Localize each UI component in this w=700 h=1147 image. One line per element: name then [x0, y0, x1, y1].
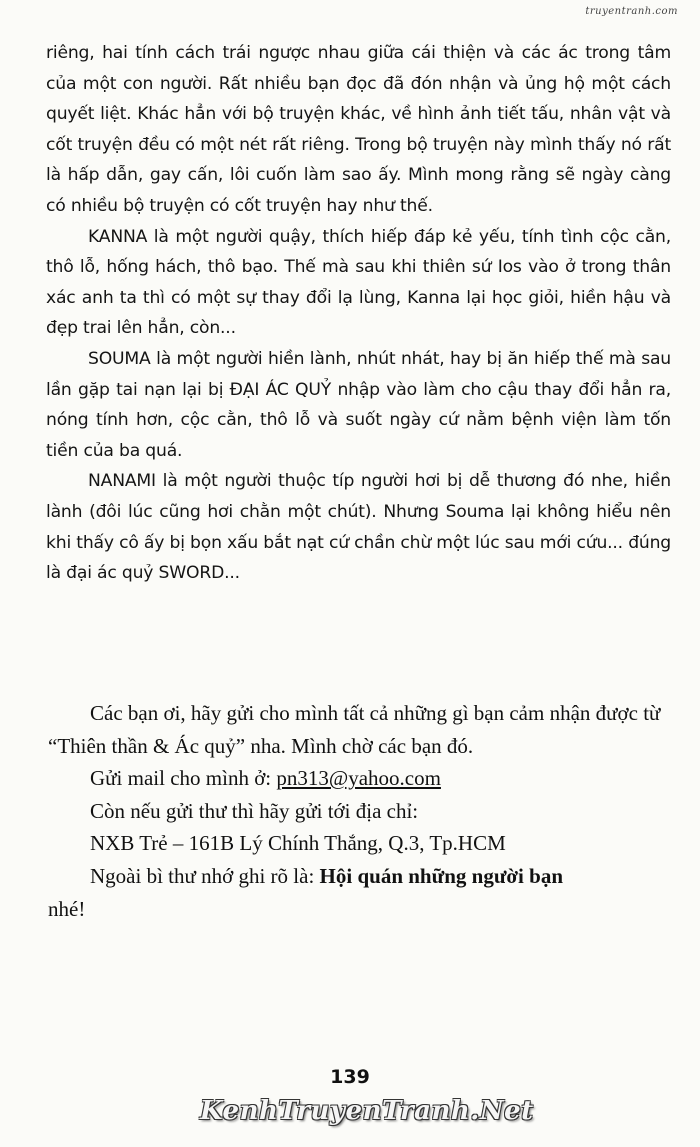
- page-number: 139: [330, 1066, 370, 1088]
- logo-watermark: KenhTruyenTranh.Net: [200, 1096, 534, 1126]
- paragraph-kanna: KANNA là một người quậy, thích hiếp đáp kẻ yếu, tính tình cộc cằn, thô lỗ, hống hách, thô bạo. Thế mà sau khi thiên sứ Ios vào ở trong thân xác anh ta thì có một sự thay đổi lạ lùng, Kanna lại học giỏi, hiền hậu và đẹp trai lên hẳn, còn...: [46, 226, 671, 339]
- note-prefix: Ngoài bì thư nhớ ghi rõ là:: [90, 863, 320, 888]
- paragraph-nanami: NANAMI là một người thuộc típ người hơi bị dễ thương đó nhe, hiền lành (đôi lúc cũng hơi chằn một chút). Nhưng Souma lại không hiểu nên khi thấy cô ấy bị bọn xấu bắt nạt cứ chần chừ một lúc sau mới cứu... đúng là đại ác quỷ SWORD...: [46, 471, 671, 584]
- note-line: [48, 860, 672, 893]
- letter-line: Còn nếu gửi thư thì hãy gửi tới địa chỉ:: [90, 798, 419, 823]
- handwritten-letter: [46, 38, 671, 589]
- address-line: NXB Trẻ – 161B Lý Chính Thắng, Q.3, Tp.HCM: [90, 831, 506, 856]
- mail-prefix: Gửi mail cho mình ở:: [90, 766, 277, 791]
- typed-notice: [48, 697, 672, 925]
- note-bold: Hội quán những người bạn: [319, 863, 563, 888]
- mail-line: [48, 762, 672, 795]
- paragraph-intro: riêng, hai tính cách trái ngược nhau giữa cái thiện và các ác trong tâm của một con người. Rất nhiều bạn đọc đã đón nhận và ủng hộ một cách quyết liệt. Khác hẳn với bộ truyện khác, về hình ảnh tiết tấu, nhân vật và cốt truyện đều có một nét rất riêng. Trong bộ truyện này mình thấy nó rất là hấp dẫn, gay cấn, lôi cuốn làm sao ấy. Mình mong rằng sẽ ngày càng có nhiều bộ truyện có cốt truyện hay như thế.: [46, 43, 671, 216]
- site-watermark: truyentranh.com: [585, 6, 678, 17]
- note-suffix: nhé!: [48, 896, 86, 921]
- paragraph-souma: SOUMA là một người hiền lành, nhút nhát, hay bị ăn hiếp thế mà sau lần gặp tai nạn lại bị ĐẠI ÁC QUỶ nhập vào làm cho cậu thay đổi hẳn ra, nóng tính hơn, cộc cằn, thô lỗ và suốt ngày cứ nằm bệnh viện làm tốn tiền của ba quá.: [46, 348, 671, 461]
- email-link[interactable]: pn313@yahoo.com: [276, 766, 441, 791]
- notice-paragraph: Các bạn ơi, hãy gửi cho mình tất cả những gì bạn cảm nhận được từ “Thiên thần & Ác quỷ” nha. Mình chờ các bạn đó.: [48, 701, 661, 758]
